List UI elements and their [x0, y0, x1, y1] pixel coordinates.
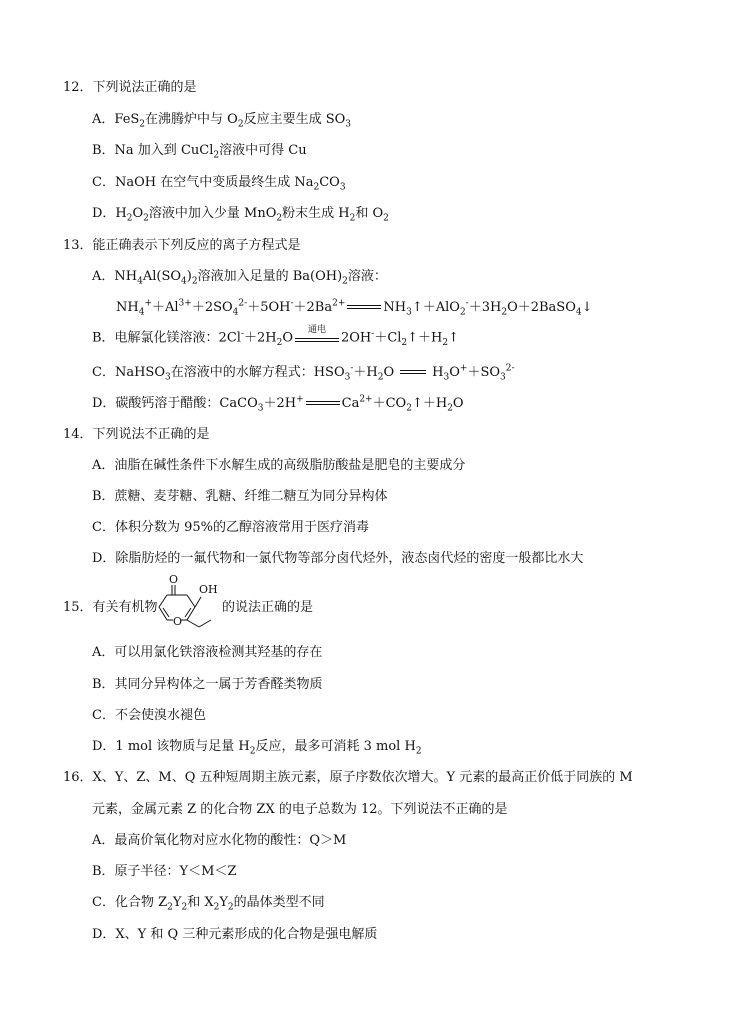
q15-option-b: B．其同分异构体之一属于芳香醛类物质 — [92, 677, 323, 692]
q15-option-a: A．可以用氯化铁溶液检测其羟基的存在 — [92, 645, 323, 660]
q13-option-d: D．碳酸钙溶于醋酸：CaCO$_3$＋2H+ $Ca^{2+}+CO_2↑+H_2O$ — [92, 394, 464, 414]
q15-option-c: C．不会使溴水褪色 — [92, 708, 206, 723]
q14-option-a: A．油脂在碱性条件下水解生成的高级脂肪酸盐是肥皂的主要成分 — [92, 458, 466, 473]
q15-option-d: D．1 mol 该物质与足量 $H_2$反应，最多可消耗 3 mol $H_2$ — [92, 739, 422, 757]
electrolysis-arrow: 通电 — [295, 329, 339, 347]
q16-stem-line1: 16．X、Y、Z、M、Q 五种短周期主族元素，原子序数依次增大。Y 元素的最高正价低于同族的 M — [63, 770, 633, 785]
equals-arrow — [306, 399, 340, 409]
molecule-ring-oxygen: O — [173, 615, 183, 628]
equilibrium-arrow — [400, 368, 426, 378]
q12-stem: 12．下列说法正确的是 — [63, 80, 197, 95]
q16-option-b: B．原子半径：Y＜M＜Z — [92, 864, 237, 879]
q13-option-a-equation: $NH_4^++Al^{3+}+2SO_4^{2-}+5OH^-+2Ba^{2+}$ $NH_3↑+AlO_2^-+3H_2O+2BaSO_4↓$ — [116, 298, 593, 318]
q12-option-b: B．Na 加入到 CuCl$_2$溶液中可得 Cu — [92, 143, 307, 161]
q12-option-a: A．FeS$_2$在沸腾炉中与 $O_2$反应主要生成 $SO_3$ — [92, 112, 351, 130]
q13-stem: 13．能正确表示下列反应的离子方程式是 — [63, 238, 301, 253]
q16-option-a: A．最高价氧化物对应水化物的酸性：Q＞M — [92, 833, 347, 848]
q15-stem-pre: 15．有关有机物 — [63, 600, 158, 615]
q12-option-c: C．NaOH 在空气中变质最终生成 $Na_2CO_3$ — [92, 175, 346, 193]
q12-option-d: D．$H_2O_2$溶液中加入少量 MnO$_2$粉末生成 $H_2$和 $O_2$ — [92, 206, 389, 224]
q16-stem-line2: 元素，金属元素 Z 的化合物 ZX 的电子总数为 12。下列说法不正确的是 — [92, 802, 508, 817]
q14-option-d: D．除脂肪烃的一氟代物和一氯代物等部分卤代烃外，液态卤代烃的密度一般都比水大 — [92, 551, 584, 566]
q13-option-a: A．$NH_4Al(SO_4)_2$溶液加入足量的 $Ba(OH)_2$溶液： — [92, 269, 387, 287]
q16-option-d: D．X、Y 和 Q 三种元素形成的化合物是强电解质 — [92, 927, 378, 942]
q14-option-b: B．蔗糖、麦芽糖、乳糖、纤维二糖互为同分异构体 — [92, 489, 388, 504]
molecule-hydroxyl: OH — [199, 583, 218, 596]
q13-option-c: C．NaHSO$_3$在溶液中的水解方程式：$HSO_3^-+H_2O$ $H_3O^++SO_3^{2-}$ — [92, 363, 515, 383]
q14-stem: 14．下列说法不正确的是 — [63, 427, 210, 442]
q13-option-b: B．电解氯化镁溶液：$2Cl^-+2H_2O$ 通电 $2OH^-+Cl_2↑+H_2↑$ — [92, 325, 460, 349]
q14-option-c: C．体积分数为 95%的乙醇溶液常用于医疗消毒 — [92, 520, 369, 535]
molecule-carbonyl-oxygen: O — [169, 575, 179, 586]
equals-arrow — [347, 303, 381, 313]
q15-stem-post: 的说法正确的是 — [222, 600, 314, 615]
q16-option-c: C．化合物 $Z_2Y_2$和 $X_2Y_2$的晶体类型不同 — [92, 895, 325, 913]
